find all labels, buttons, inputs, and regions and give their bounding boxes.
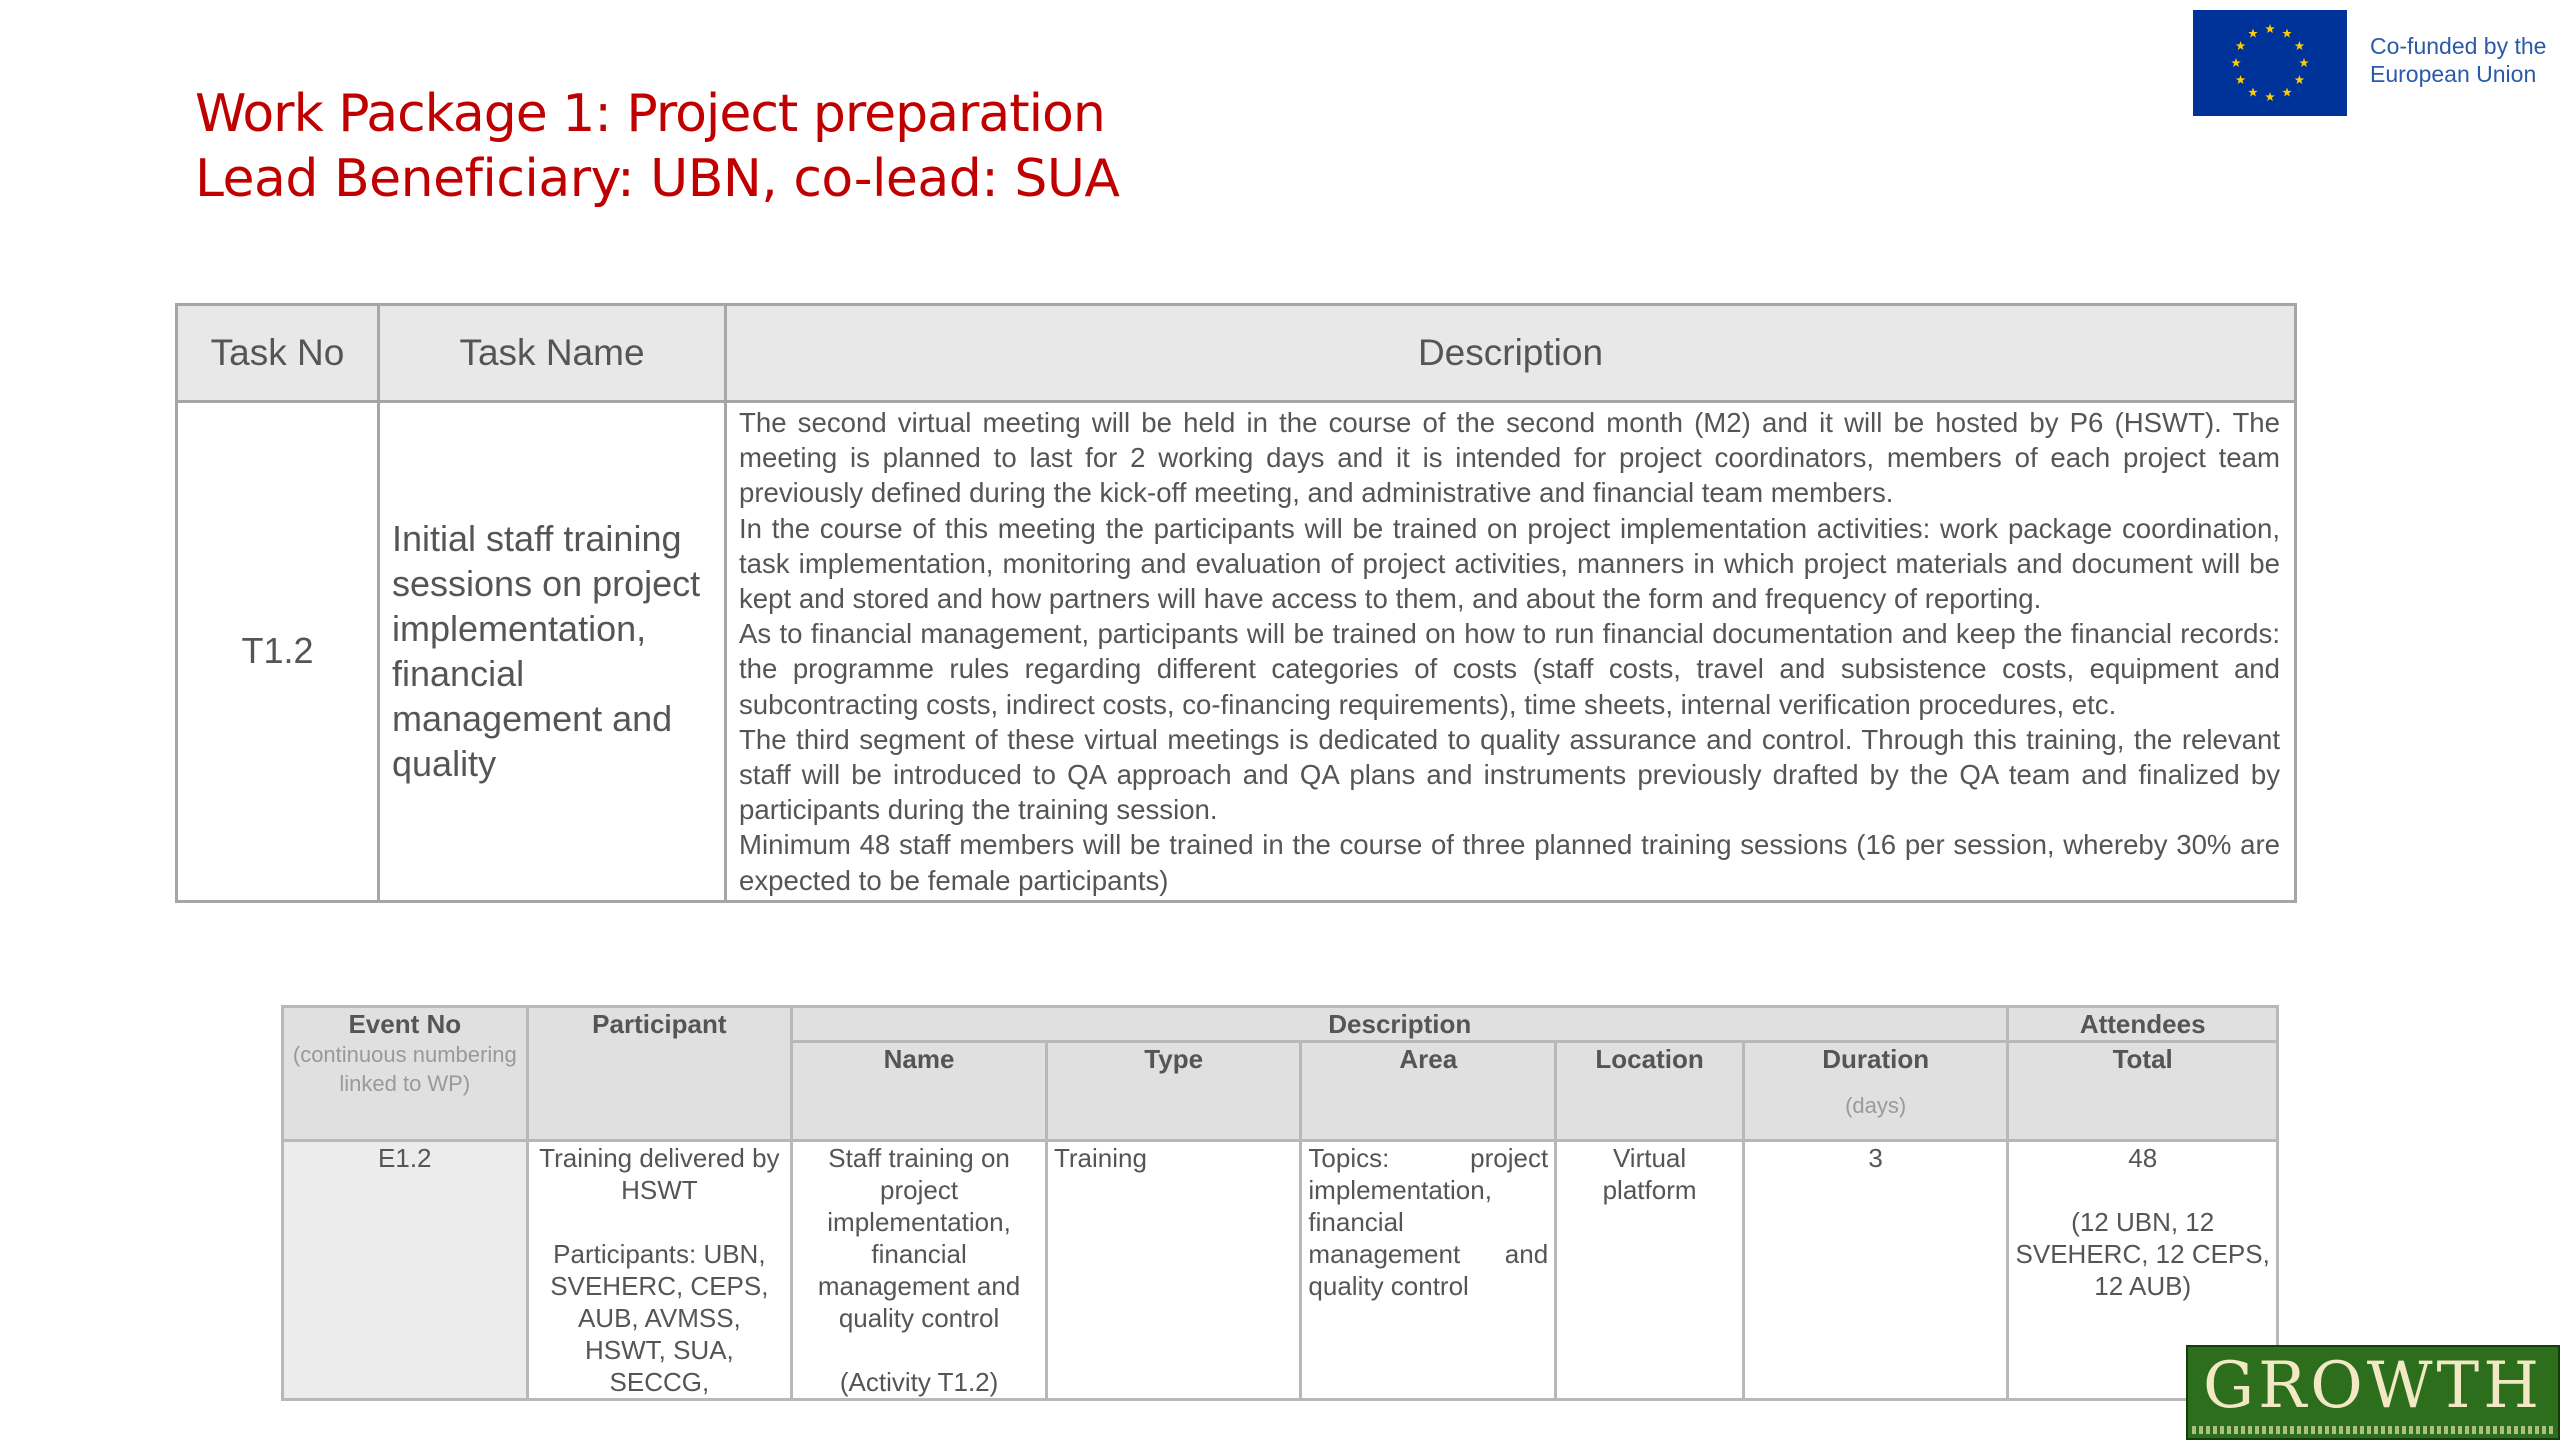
description-paragraph: In the course of this meeting the participants will be trained on project implementation activities: work package coordination, task implementation, monitoring and evaluation of project activities, manners in which project materials and document will be kept and stored and how partners will have access to them, and about the form and frequency of reporting. bbox=[739, 512, 2280, 615]
description-paragraph: Minimum 48 staff members will be trained in the course of three planned training sessions (16 per session, whereby 30% are expected to be female participants) bbox=[739, 829, 2280, 896]
title-block bbox=[195, 82, 1119, 212]
table-row bbox=[177, 402, 2296, 902]
event-table bbox=[281, 1005, 2279, 1401]
event-no-header-note: (continuous numbering linked to WP) bbox=[292, 1042, 517, 1096]
eu-star-icon bbox=[2248, 87, 2258, 96]
eu-star-icon bbox=[2295, 75, 2305, 84]
event-location-cell: Virtual platform bbox=[1556, 1141, 1744, 1400]
eu-star-icon bbox=[2248, 29, 2258, 38]
event-activity-ref: (Activity T1.2) bbox=[839, 1367, 999, 1397]
eu-star-icon bbox=[2236, 75, 2246, 84]
growth-logo-tagline-decoration bbox=[2192, 1426, 2554, 1434]
event-type-cell: Training bbox=[1046, 1141, 1300, 1400]
task-table-header-row bbox=[177, 305, 2296, 402]
eu-star-icon bbox=[2282, 29, 2292, 38]
description-header: Description bbox=[726, 305, 2296, 402]
description-cell bbox=[726, 402, 2296, 902]
duration-header-label: Duration bbox=[1822, 1044, 1930, 1074]
attendees-total: 48 bbox=[2128, 1143, 2158, 1173]
eu-funding-line1: Co-funded by the bbox=[2370, 33, 2547, 59]
eu-star-icon bbox=[2265, 92, 2275, 101]
event-name: Staff training on project implementation, financial management and quality control bbox=[817, 1143, 1021, 1333]
area-header: Area bbox=[1301, 1042, 1556, 1141]
growth-logo bbox=[2186, 1345, 2560, 1440]
task-no-header: Task No bbox=[177, 305, 379, 402]
eu-star-icon bbox=[2231, 58, 2241, 67]
growth-logo-text: GROWTH bbox=[2202, 1349, 2544, 1423]
eu-star-icon bbox=[2282, 87, 2292, 96]
eu-flag-logo bbox=[2193, 10, 2347, 116]
eu-funding-line2: European Union bbox=[2370, 61, 2537, 87]
location-header: Location bbox=[1556, 1042, 1744, 1141]
name-header: Name bbox=[792, 1042, 1047, 1141]
task-table bbox=[175, 303, 2297, 903]
event-area-cell: Topics: project implementation, financial management and quality control bbox=[1301, 1141, 1556, 1400]
type-header: Type bbox=[1046, 1042, 1300, 1141]
total-header: Total bbox=[2008, 1042, 2278, 1141]
description-paragraph: The third segment of these virtual meetings is dedicated to quality assurance and control. Through this training, the relevant staff will be introduced to QA approach and QA plans and instruments previously drafted by the QA team and finalized by participants during the training session. bbox=[739, 723, 2280, 826]
eu-stars-icon bbox=[2193, 10, 2347, 116]
description-paragraph: The second virtual meeting will be held in the course of the second month (M2) and it will be hosted by P6 (HSWT). The meeting is planned to last for 2 working days and it is intended for project coordinators, members of each project team previously defined during the kick-off meeting, and administrative and financial team members. bbox=[739, 407, 2280, 509]
duration-header-unit: (days) bbox=[1845, 1093, 1907, 1118]
duration-header bbox=[1743, 1042, 2007, 1141]
event-no-header-label: Event No bbox=[348, 1009, 462, 1039]
event-description-header: Description bbox=[792, 1007, 2008, 1042]
event-no-header bbox=[283, 1007, 528, 1141]
task-no-cell: T1.2 bbox=[177, 402, 379, 902]
eu-star-icon bbox=[2236, 41, 2246, 50]
task-name-header: Task Name bbox=[379, 305, 726, 402]
attendees-breakdown: (12 UBN, 12 SVEHERC, 12 CEPS, 12 AUB) bbox=[2015, 1207, 2270, 1301]
attendees-header: Attendees bbox=[2008, 1007, 2278, 1042]
participant-cell bbox=[527, 1141, 792, 1400]
task-name-cell: Initial staff training sessions on project implementation, financial management and quality bbox=[379, 402, 726, 902]
description-paragraph: As to financial management, participants will be trained on how to run financial documentation and keep the financial records: the programme rules regarding different categories of costs (staff costs, travel and subsistence costs, equipment and subcontracting costs, indirect costs, co-financing requirements), time sheets, internal verification procedures, etc. bbox=[739, 618, 2280, 720]
table-row bbox=[283, 1141, 2278, 1400]
participant-delivery: Training delivered by HSWT bbox=[539, 1143, 780, 1205]
eu-funding-label bbox=[2370, 32, 2546, 88]
page-subtitle: Lead Beneficiary: UBN, co-lead: SUA bbox=[195, 149, 1120, 209]
page-title: Work Package 1: Project preparation bbox=[195, 84, 1105, 144]
eu-star-icon bbox=[2299, 58, 2309, 67]
event-header-row-1 bbox=[283, 1007, 2278, 1042]
eu-star-icon bbox=[2295, 41, 2305, 50]
event-duration-cell: 3 bbox=[1743, 1141, 2007, 1400]
participant-list: Participants: UBN, SVEHERC, CEPS, AUB, AVMSS, HSWT, SUA, SECCG, bbox=[550, 1239, 769, 1397]
eu-star-icon bbox=[2265, 24, 2275, 33]
event-name-cell bbox=[792, 1141, 1047, 1400]
participant-header: Participant bbox=[527, 1007, 792, 1141]
event-no-cell: E1.2 bbox=[283, 1141, 528, 1400]
